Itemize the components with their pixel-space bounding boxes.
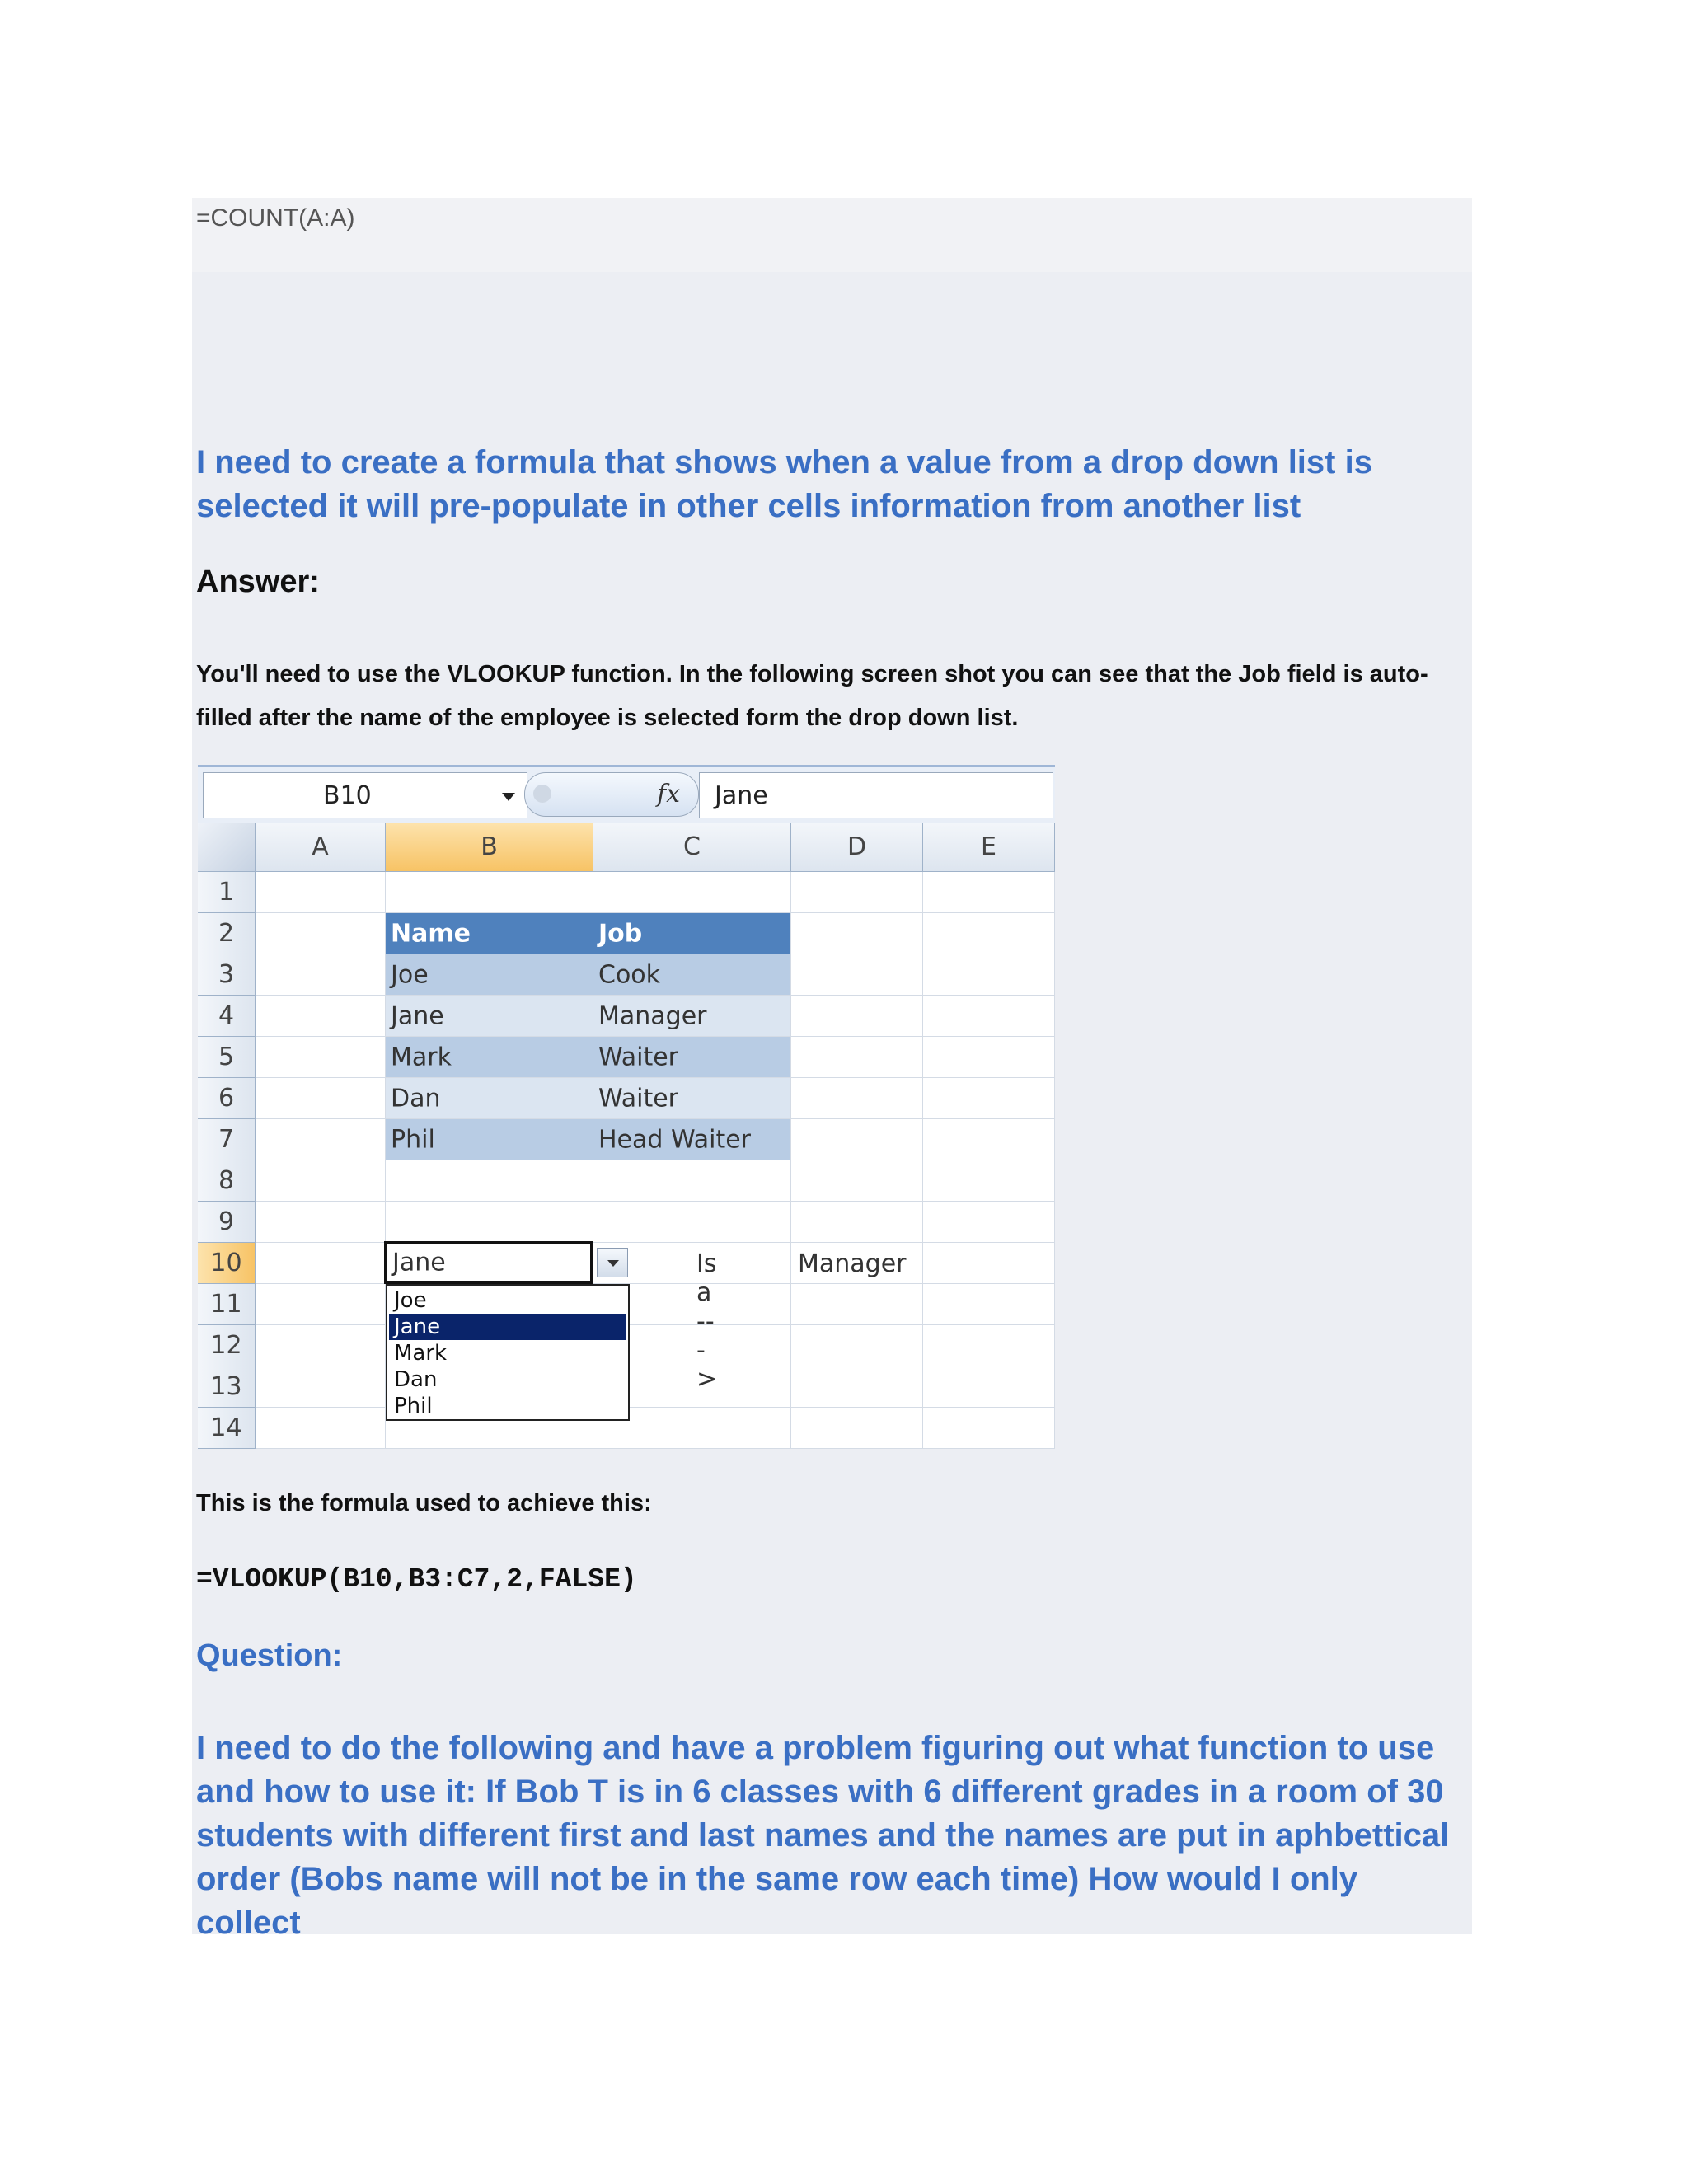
- cell-c8[interactable]: [593, 1160, 791, 1202]
- cell-c7[interactable]: [593, 1119, 791, 1160]
- cell-d13[interactable]: [791, 1366, 923, 1408]
- cell-a14[interactable]: [256, 1408, 386, 1449]
- row-header-1[interactable]: 1: [198, 872, 256, 913]
- cell-c1[interactable]: [593, 872, 791, 913]
- row-header-10[interactable]: 10: [198, 1243, 256, 1284]
- cell-c7-text: Head Waiter: [598, 1125, 751, 1154]
- formula-snippet-text: =COUNT(A:A): [196, 204, 355, 232]
- cell-e1[interactable]: [923, 872, 1055, 913]
- column-header-e[interactable]: E: [923, 823, 1055, 872]
- fx-icon: fx: [657, 780, 681, 808]
- cell-e11[interactable]: [923, 1284, 1055, 1325]
- cell-a13[interactable]: [256, 1366, 386, 1408]
- cell-b8[interactable]: [386, 1160, 593, 1202]
- cell-b7-text: Phil: [391, 1125, 435, 1154]
- row-header-8[interactable]: 8: [198, 1160, 256, 1202]
- cell-e9[interactable]: [923, 1202, 1055, 1243]
- active-cell-value: Jane: [392, 1248, 446, 1277]
- column-header-d[interactable]: D: [791, 823, 923, 872]
- cell-a5[interactable]: [256, 1037, 386, 1078]
- cell-c3[interactable]: [593, 954, 791, 996]
- name-box-value: B10: [323, 781, 372, 810]
- chevron-down-icon: [607, 1260, 619, 1267]
- row-header-12[interactable]: 12: [198, 1325, 256, 1366]
- column-header-b[interactable]: B: [386, 823, 593, 872]
- cell-e2[interactable]: [923, 913, 1055, 954]
- cell-c4-text: Manager: [598, 1001, 707, 1030]
- cell-c3-text: Cook: [598, 960, 661, 989]
- cell-a1[interactable]: [256, 872, 386, 913]
- cell-d6[interactable]: [791, 1078, 923, 1119]
- dropdown-option[interactable]: Mark: [394, 1341, 448, 1366]
- cell-e10[interactable]: [923, 1243, 1055, 1284]
- cell-b3-text: Joe: [391, 960, 429, 989]
- cell-c5-text: Waiter: [598, 1043, 679, 1071]
- cell-b2[interactable]: [386, 913, 593, 954]
- row-header-4[interactable]: 4: [198, 996, 256, 1037]
- cell-a12[interactable]: [256, 1325, 386, 1366]
- cell-e5[interactable]: [923, 1037, 1055, 1078]
- name-box[interactable]: [203, 772, 528, 818]
- circle-icon: [533, 785, 551, 803]
- answer-text: You'll need to use the VLOOKUP function. In the following screen shot you can see that the Job field is auto-filled after the name of the employee is selected form the drop down list.: [196, 661, 1428, 731]
- cell-c4[interactable]: [593, 996, 791, 1037]
- cell-e4[interactable]: [923, 996, 1055, 1037]
- cell-b7[interactable]: [386, 1119, 593, 1160]
- cell-a10[interactable]: [256, 1243, 386, 1284]
- cell-a11[interactable]: [256, 1284, 386, 1325]
- cell-c9[interactable]: [593, 1202, 791, 1243]
- excel-screenshot: [198, 765, 1055, 1449]
- cell-d11[interactable]: [791, 1284, 923, 1325]
- formula-snippet: [192, 198, 1472, 272]
- chevron-down-icon[interactable]: [502, 793, 515, 801]
- active-cell-b10[interactable]: [384, 1241, 593, 1284]
- result-value: Manager: [798, 1249, 907, 1278]
- cell-d4[interactable]: [791, 996, 923, 1037]
- cell-d5[interactable]: [791, 1037, 923, 1078]
- cell-d3[interactable]: [791, 954, 923, 996]
- formula-input-value: Jane: [715, 781, 768, 810]
- cell-a3[interactable]: [256, 954, 386, 996]
- cell-a7[interactable]: [256, 1119, 386, 1160]
- question-heading-text: I need to create a formula that shows when a value from a drop down list is selected it will pre-populate in other cells information from another list: [196, 444, 1372, 524]
- cell-c6-text: Waiter: [598, 1084, 679, 1113]
- cell-d7[interactable]: [791, 1119, 923, 1160]
- row-header-3[interactable]: 3: [198, 954, 256, 996]
- cell-d2[interactable]: [791, 913, 923, 954]
- cell-b9[interactable]: [386, 1202, 593, 1243]
- cell-b6[interactable]: [386, 1078, 593, 1119]
- row-header-14[interactable]: 14: [198, 1408, 256, 1449]
- formula-bar: [198, 765, 1055, 825]
- result-label: Is a --->: [696, 1249, 718, 1394]
- cell-e13[interactable]: [923, 1366, 1055, 1408]
- cell-b5[interactable]: [386, 1037, 593, 1078]
- cell-d1[interactable]: [791, 872, 923, 913]
- cell-a4[interactable]: [256, 996, 386, 1037]
- row-header-6[interactable]: 6: [198, 1078, 256, 1119]
- row-header-2[interactable]: 2: [198, 913, 256, 954]
- cell-d8[interactable]: [791, 1160, 923, 1202]
- row-header-13[interactable]: 13: [198, 1366, 256, 1408]
- question-body: I need to do the following and have a problem figuring out what function to use and how to use it: If Bob T is in 6 classes with 6 different grades in a room of 30 students with different first and last names and the names are put in aphbettical order (Bobs name will not be in the same row each time) How would I only collect: [196, 1730, 1450, 1941]
- cell-c2-text: Job: [598, 919, 643, 948]
- cell-b4-text: Jane: [391, 1001, 444, 1030]
- row-header-11[interactable]: 11: [198, 1284, 256, 1325]
- cell-b1[interactable]: [386, 872, 593, 913]
- cell-b3[interactable]: [386, 954, 593, 996]
- cell-c6[interactable]: [593, 1078, 791, 1119]
- cell-d14[interactable]: [791, 1408, 923, 1449]
- cell-d9[interactable]: [791, 1202, 923, 1243]
- cell-e7[interactable]: [923, 1119, 1055, 1160]
- select-all-corner[interactable]: [198, 823, 256, 872]
- cell-d12[interactable]: [791, 1325, 923, 1366]
- cell-e12[interactable]: [923, 1325, 1055, 1366]
- row-header-5[interactable]: 5: [198, 1037, 256, 1078]
- question-label: Question:: [196, 1638, 343, 1673]
- insert-function-button[interactable]: [524, 772, 699, 817]
- cell-a8[interactable]: [256, 1160, 386, 1202]
- row-header-7[interactable]: 7: [198, 1119, 256, 1160]
- cell-c5[interactable]: [593, 1037, 791, 1078]
- cell-b2-text: Name: [391, 919, 471, 948]
- cell-c2[interactable]: [593, 913, 791, 954]
- dropdown-button[interactable]: [597, 1248, 628, 1277]
- dropdown-option[interactable]: Jane: [389, 1314, 626, 1340]
- formula-input[interactable]: [699, 772, 1053, 818]
- formula-intro: This is the formula used to achieve this:: [196, 1490, 652, 1516]
- cell-a2[interactable]: [256, 913, 386, 954]
- cell-e6[interactable]: [923, 1078, 1055, 1119]
- column-header-c[interactable]: C: [593, 823, 791, 872]
- cell-e3[interactable]: [923, 954, 1055, 996]
- cell-b4[interactable]: [386, 996, 593, 1037]
- dropdown-option[interactable]: Phil: [394, 1394, 433, 1418]
- dropdown-list[interactable]: [386, 1284, 630, 1421]
- cell-b6-text: Dan: [391, 1084, 441, 1113]
- dropdown-option[interactable]: Joe: [394, 1288, 427, 1313]
- row-header-9[interactable]: 9: [198, 1202, 256, 1243]
- cell-e14[interactable]: [923, 1408, 1055, 1449]
- cell-b5-text: Mark: [391, 1043, 452, 1071]
- cell-a6[interactable]: [256, 1078, 386, 1119]
- cell-a9[interactable]: [256, 1202, 386, 1243]
- formula-code: =VLOOKUP(B10,B3:C7,2,FALSE): [196, 1564, 637, 1595]
- cell-e8[interactable]: [923, 1160, 1055, 1202]
- column-header-a[interactable]: A: [256, 823, 386, 872]
- dropdown-option[interactable]: Dan: [394, 1367, 438, 1392]
- answer-heading: Answer:: [196, 565, 320, 599]
